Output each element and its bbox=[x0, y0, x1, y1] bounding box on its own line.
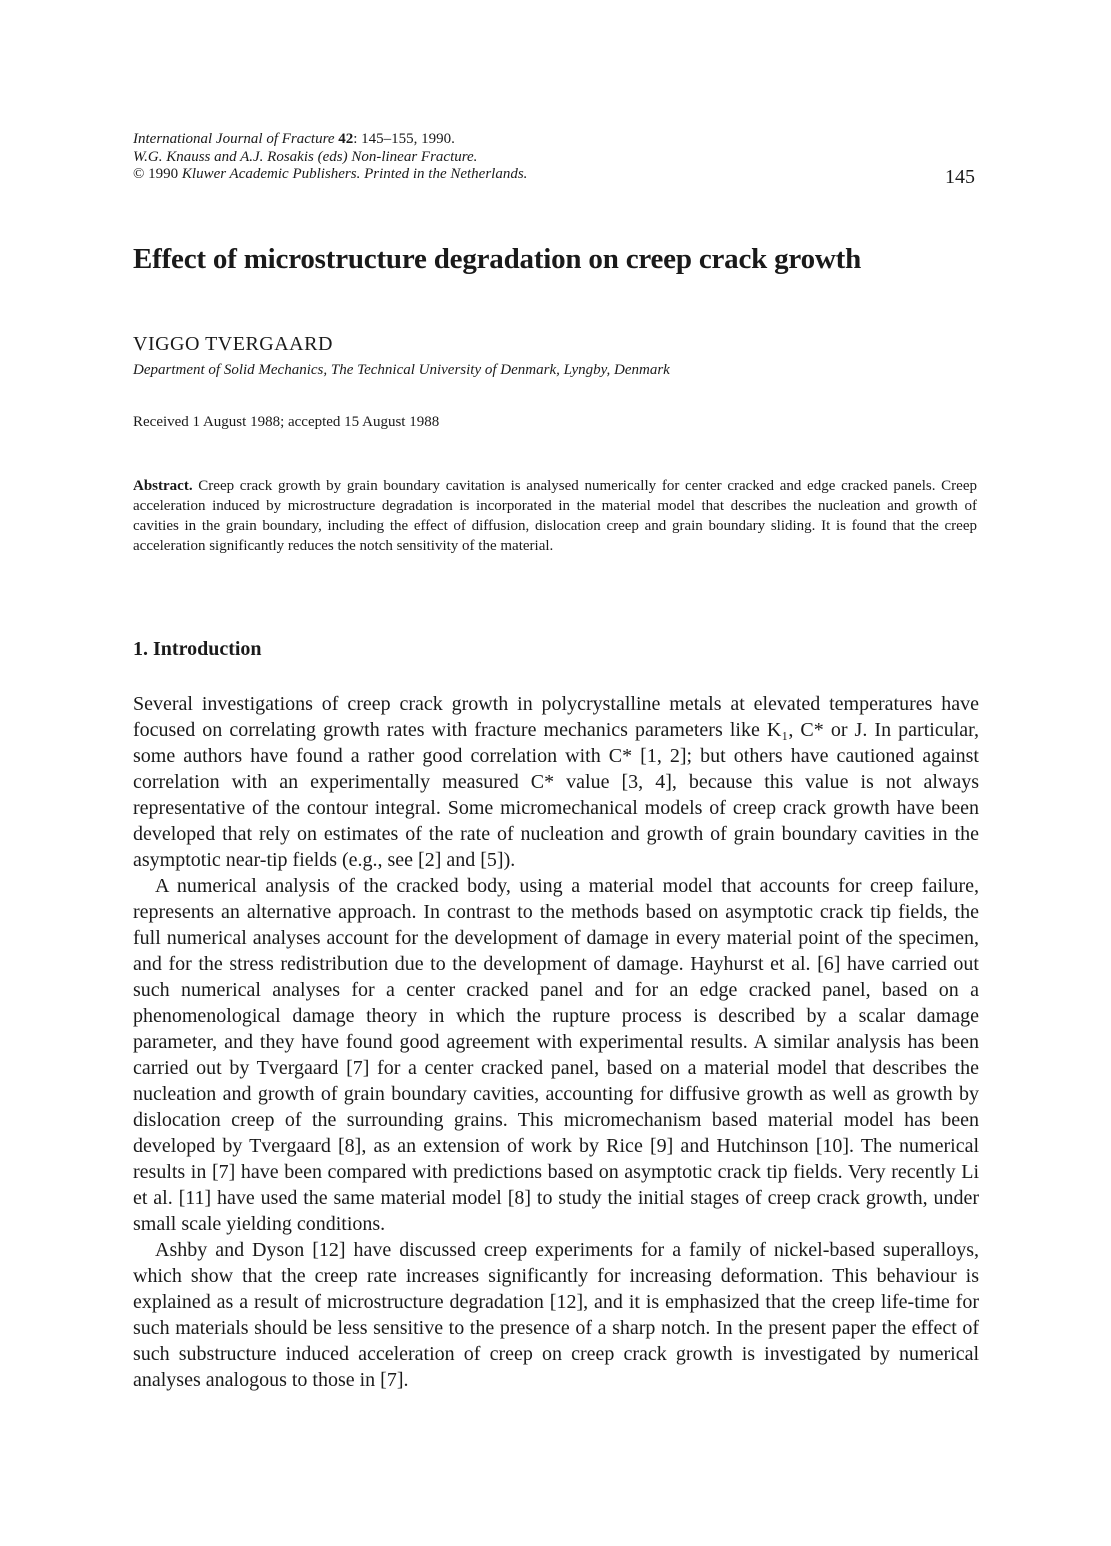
journal-volume: 42 bbox=[338, 131, 354, 147]
abstract bbox=[133, 476, 977, 556]
paragraph: Ashby and Dyson [12] have discussed creep experiments for a family of nickel-based superalloys, which show that the creep rate increases significantly for increasing deformation. This behaviour is explained as a result of microstructure degradation [12], and it is emphasized that the creep life-time for such materials should be less sensitive to the presence of a sharp notch. In the present paper the effect of such substructure induced acceleration of creep on creep crack growth is investigated by numerical analyses analogous to those in [7]. bbox=[133, 1239, 979, 1391]
received-date: Received 1 August 1988; accepted 15 August 1988 bbox=[133, 414, 440, 430]
copyright-line bbox=[133, 166, 983, 184]
citation-line bbox=[133, 131, 983, 149]
paragraph: A numerical analysis of the cracked body, using a material model that accounts for creep failure, represents an alternative approach. In contrast to the methods based on asymptotic crack tip fields, the full numerical analyses account for the development of damage in every material point of the specimen, and for the stress redistribution due to the development of damage. Hayhurst et al. [6] have carried out such numerical analyses for a center cracked panel and for an edge cracked panel, based on a phenomenological damage theory in which the rupture process is described by a scalar damage parameter, and they have found good agreement with experimental results. A similar analysis has been carried out by Tvergaard [7] for a center cracked panel, based on a material model that describes the nucleation and growth of grain boundary cavities, accounting for diffusive growth as well as growth by dislocation creep of the surrounding grains. This micromechanism based material model has been developed by Tvergaard [8], as an extension of work by Rice [9] and Hutchinson [10]. The numerical results in [7] have been compared with predictions based on asymptotic crack tip fields. Very recently Li et al. [11] have used the same material model [8] to study the initial stages of creep crack growth, under small scale yielding conditions. bbox=[133, 875, 979, 1235]
section-heading: 1. Introduction bbox=[133, 638, 262, 660]
paragraph: Several investigations of creep crack growth in polycrystalline metals at elevated temperatures have focused on correlating growth rates with fracture mechanics parameters like K₁, C* or J. In particular, some authors have found a rather good correlation with C* [1, 2]; but others have cautioned against correlation with an experimentally measured C* value [3, 4], because this value is not always representative of the contour integral. Some micromechanical models of creep crack growth have been developed that rely on estimates of the rate of nucleation and growth of grain boundary cavities in the asymptotic near-tip fields (e.g., see [2] and [5]). bbox=[133, 693, 979, 871]
journal-header bbox=[133, 131, 983, 184]
author-affiliation: Department of Solid Mechanics, The Technical University of Denmark, Lyngby, Denmark bbox=[133, 362, 670, 378]
journal-name: International Journal of Fracture bbox=[133, 131, 335, 147]
paper-title: Effect of microstructure degradation on creep crack growth bbox=[133, 243, 861, 275]
section-body bbox=[133, 691, 979, 1393]
journal-pages: : 145–155, 1990. bbox=[353, 131, 455, 147]
copyright-symbol: © bbox=[133, 166, 145, 182]
abstract-text: Creep crack growth by grain boundary cavitation is analysed numerically for center cracked and edge cracked panels. Creep acceleration induced by microstructure degradation is incorporated in the material model that describes the nucleation and growth of cavities in the grain boundary, including the effect of diffusion, dislocation creep and grain boundary sliding. It is found that the creep acceleration significantly reduces the notch sensitivity of the material. bbox=[133, 478, 977, 554]
copyright-year: 1990 bbox=[144, 166, 182, 182]
page-number: 145 bbox=[945, 166, 975, 188]
publisher: Kluwer Academic Publishers. Printed in the Netherlands. bbox=[181, 166, 528, 182]
abstract-label: Abstract. bbox=[133, 478, 193, 494]
editors-line: W.G. Knauss and A.J. Rosakis (eds) Non-linear Fracture. bbox=[133, 148, 478, 165]
author-name: VIGGO TVERGAARD bbox=[133, 333, 333, 355]
